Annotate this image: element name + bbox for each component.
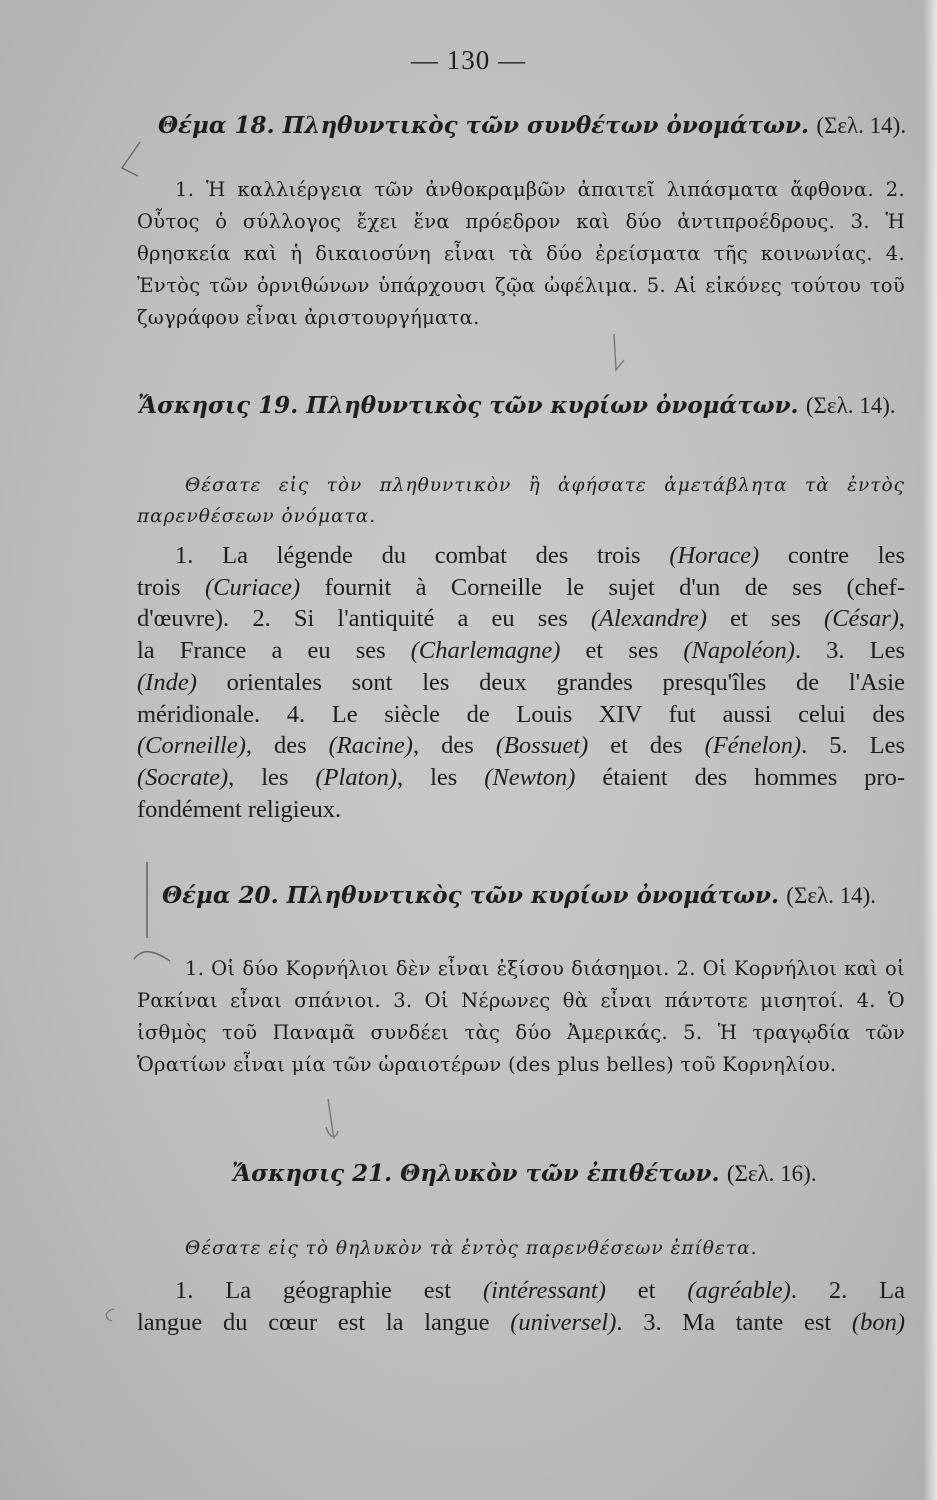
askisis-21-instruction: Θέσατε εἰς τὸ θηλυκὸν τὰ ἐντὸς παρενθέσεων ἐπίθετα. bbox=[185, 1238, 758, 1259]
heading-ref: (Σελ. 14). bbox=[786, 883, 877, 908]
page-edge bbox=[923, 0, 937, 1500]
pencil-mark-icon bbox=[110, 140, 150, 180]
text-line: méridionale. 4. Le siècle de Louis XIV fut aussi celui des bbox=[137, 700, 905, 728]
heading-thema-18 bbox=[158, 112, 906, 139]
heading-ref: (Σελ. 14). bbox=[816, 113, 907, 138]
text-line: 1. La géographie est (intéressant) et (agréable). 2. La bbox=[175, 1277, 905, 1304]
heading-title: Ἄσκησις 19. Πληθυντικὸς τῶν κυρίων ὀνομάτων. bbox=[138, 392, 799, 419]
heading-askisis-21 bbox=[232, 1160, 817, 1187]
thema-18-body: 1. Ἡ καλλιέργεια τῶν ἀνθοκραμβῶν ἀπαιτεῖ λιπάσματα ἄφθονα. 2. Οὗτος ὁ σύλλογος ἔχει ἕνα πρόεδρον καὶ δύο ἀντιπροέδρους. 3. Ἡ θρησκεία καὶ ἡ δικαιοσύνη εἶναι τὰ δύο ἐρείσματα τῆς κοινωνίας. 4. Ἐντὸς τῶν ὀρνιθώνων ὑπάρχουσι ζῷα ὠφέλιμα. 5. Αἱ εἰκόνες τούτου τοῦ ζωγράφου εἶναι ἀριστουργήματα. bbox=[137, 178, 905, 329]
pencil-arrow-icon bbox=[130, 945, 180, 975]
heading-title: Ἄσκησις 21. Θηλυκὸν τῶν ἐπιθέτων. bbox=[232, 1160, 720, 1187]
askisis-19-instruction: Θέσατε εἰς τὸν πληθυντικὸν ἢ ἀφήσατε ἀμετάβλητα τὰ ἐντὸς παρενθέσεων ὀνόματα. bbox=[137, 475, 905, 527]
text-line: (Socrate), les (Platon), les (Newton) étaient des hommes pro- bbox=[137, 763, 905, 791]
page-number: — 130 — bbox=[411, 45, 526, 75]
text-line: langue du cœur est la langue (universel). 3. Ma tante est (bon) bbox=[137, 1308, 905, 1336]
heading-askisis-19 bbox=[138, 392, 896, 419]
pencil-mark-icon bbox=[320, 1095, 344, 1145]
pencil-mark-icon bbox=[100, 1305, 120, 1325]
heading-thema-20 bbox=[162, 882, 876, 909]
text-line: fondément religieux. bbox=[137, 795, 342, 823]
heading-title: Θέμα 20. Πληθυντικὸς τῶν κυρίων ὀνομάτων. bbox=[162, 882, 779, 909]
text-line: la France a eu ses (Charlemagne) et ses (Napoléon). 3. Les bbox=[137, 637, 906, 665]
text-line: 1. La légende du combat des trois (Horace) contre les bbox=[175, 542, 905, 569]
askisis-21-body bbox=[137, 1275, 905, 1338]
askisis-19-body bbox=[137, 540, 905, 825]
heading-ref: (Σελ. 14). bbox=[805, 393, 896, 418]
heading-title: Θέμα 18. Πληθυντικὸς τῶν συνθέτων ὀνομάτων. bbox=[158, 112, 810, 139]
thema-20-body: 1. Οἱ δύο Κορνήλιοι δὲν εἶναι ἐξίσου διάσημοι. 2. Οἱ Κορνήλιοι καὶ οἱ Ρακίναι εἶναι σπάνιοι. 3. Οἱ Νέρωνες θὰ εἶναι πάντοτε μισητοί. 4. Ὁ ἰσθμὸς τοῦ Παναμᾶ συνδέει τὰς δύο Ἀμερικάς. 5. Ἡ τραγῳδία τῶν Ὁρατίων εἶναι μία τῶν ὡραιοτέρων (des plus belles) τοῦ Κορνηλίου. bbox=[137, 957, 905, 1076]
text-line: trois (Curiace) fournit à Corneille le sujet d'un de ses (chef- bbox=[137, 573, 905, 601]
text-line: (Corneille), des (Racine), des (Bossuet) et des (Fénelon). 5. Les bbox=[137, 732, 905, 760]
text-line: (Inde) orientales sont les deux grandes presqu'îles de l'Asie bbox=[137, 668, 905, 696]
pencil-mark-icon bbox=[600, 330, 630, 380]
heading-ref: (Σελ. 16). bbox=[726, 1161, 817, 1186]
pencil-margin-line-icon bbox=[142, 860, 152, 940]
text-line: d'œuvre). 2. Si l'antiquité a eu ses (Alexandre) et ses (César), bbox=[137, 605, 906, 633]
